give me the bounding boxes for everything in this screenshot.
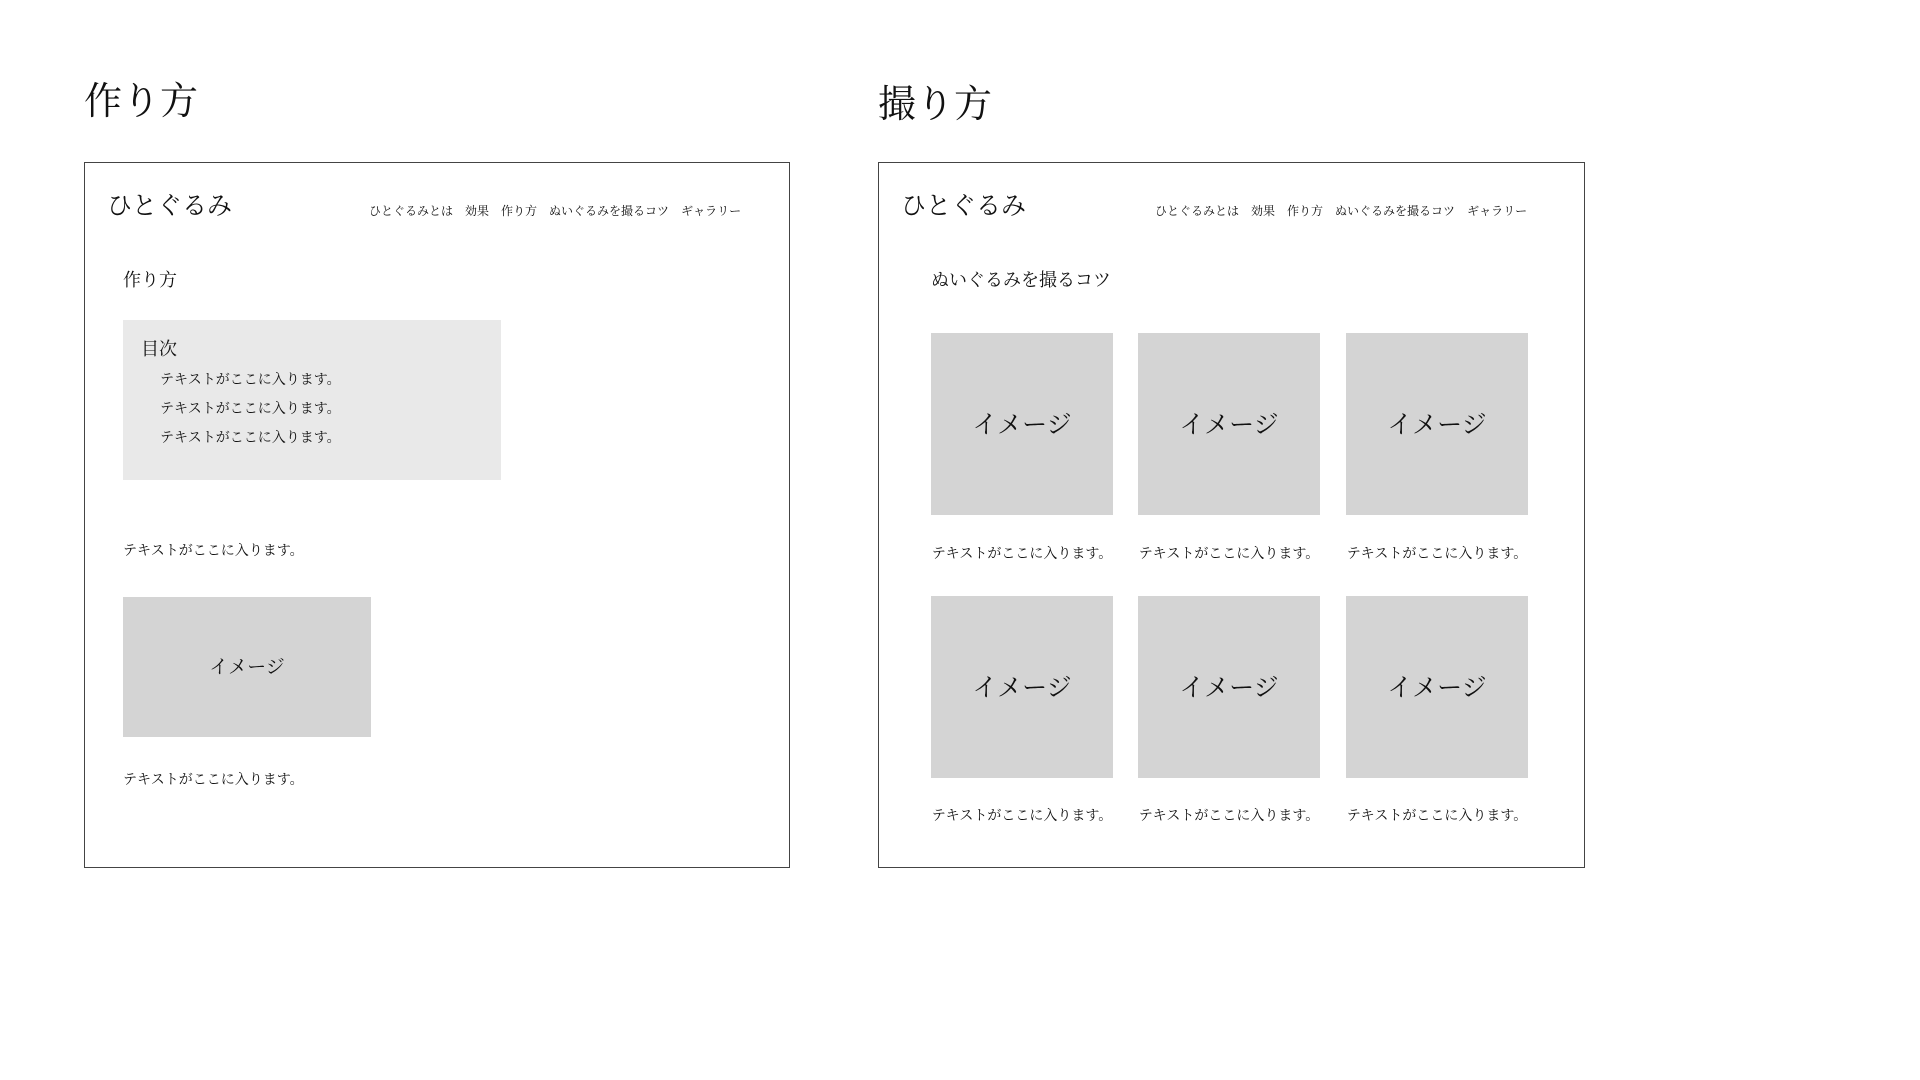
gallery-caption: テキストがここに入ります。: [931, 808, 1113, 824]
image-placeholder-label: イメージ: [1387, 409, 1487, 439]
image-placeholder-label: イメージ: [972, 672, 1072, 702]
gallery-image[interactable]: [1138, 596, 1320, 778]
page-heading: ぬいぐるみを撮るコツ: [931, 270, 1111, 291]
page-heading: 作り方: [123, 270, 177, 291]
image-placeholder-label: イメージ: [1179, 409, 1279, 439]
table-of-contents: [123, 320, 501, 480]
toc-item[interactable]: テキストがここに入ります。: [160, 430, 341, 446]
gallery-image[interactable]: [931, 596, 1113, 778]
nav-item-photo-tips[interactable]: ぬいぐるみを撮るコツ: [1335, 204, 1456, 218]
nav-item-gallery[interactable]: ギャラリー: [1467, 204, 1528, 218]
global-nav: [1155, 205, 1527, 217]
gallery-caption: テキストがここに入ります。: [1346, 546, 1528, 562]
gallery-caption: テキストがここに入ります。: [931, 546, 1113, 562]
section-title-left: 作り方: [84, 79, 199, 123]
gallery-image[interactable]: [1138, 333, 1320, 515]
nav-item-about[interactable]: ひとぐるみとは: [1155, 204, 1240, 218]
toc-item[interactable]: テキストがここに入ります。: [160, 372, 341, 388]
page-mockup-making: [84, 162, 790, 868]
image-placeholder-label: イメージ: [972, 409, 1072, 439]
nav-item-effects[interactable]: 効果: [1251, 204, 1276, 218]
site-logo[interactable]: ひとぐるみ: [107, 191, 233, 220]
nav-item-photo-tips[interactable]: ぬいぐるみを撮るコツ: [549, 204, 670, 218]
gallery-image[interactable]: [1346, 596, 1528, 778]
gallery-caption: テキストがここに入ります。: [1346, 808, 1528, 824]
nav-item-making[interactable]: 作り方: [1287, 204, 1324, 218]
body-paragraph: テキストがここに入ります。: [123, 543, 304, 559]
gallery-image[interactable]: [931, 333, 1113, 515]
global-nav: [369, 205, 741, 217]
image-placeholder-label: イメージ: [1387, 672, 1487, 702]
image-placeholder: [123, 597, 371, 737]
site-logo[interactable]: ひとぐるみ: [901, 191, 1027, 220]
gallery-image[interactable]: [1346, 333, 1528, 515]
nav-item-about[interactable]: ひとぐるみとは: [369, 204, 454, 218]
nav-item-making[interactable]: 作り方: [501, 204, 538, 218]
gallery-caption: テキストがここに入ります。: [1138, 546, 1320, 562]
image-placeholder-label: イメージ: [1179, 672, 1279, 702]
image-placeholder-label: イメージ: [209, 655, 285, 678]
gallery-caption: テキストがここに入ります。: [1138, 808, 1320, 824]
section-title-right: 撮り方: [878, 82, 993, 126]
toc-item[interactable]: テキストがここに入ります。: [160, 401, 341, 417]
nav-item-gallery[interactable]: ギャラリー: [681, 204, 742, 218]
page-mockup-photo-tips: [878, 162, 1585, 868]
nav-item-effects[interactable]: 効果: [465, 204, 490, 218]
body-paragraph: テキストがここに入ります。: [123, 772, 304, 788]
toc-title: 目次: [141, 339, 177, 360]
